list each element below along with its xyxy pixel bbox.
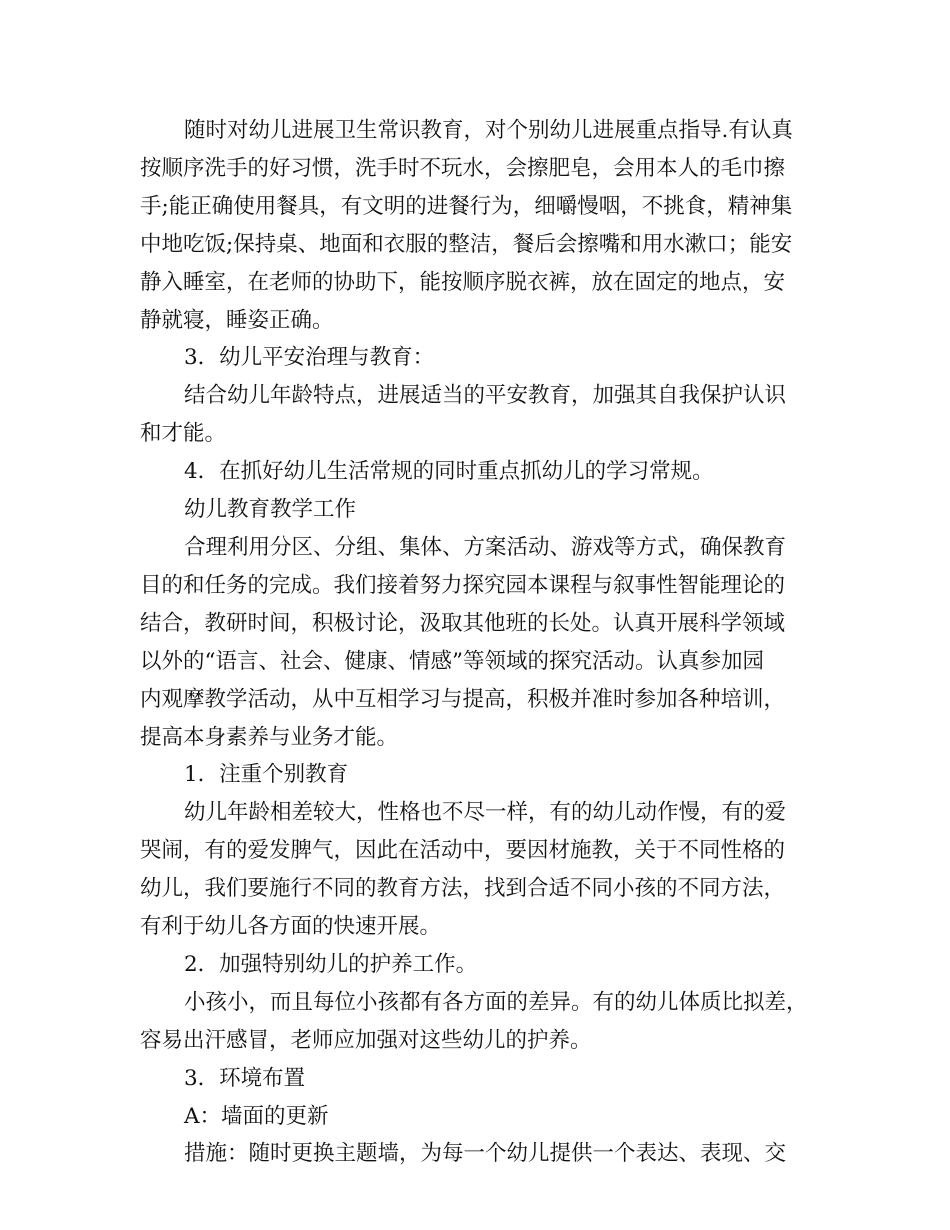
text-line: 提高本身素养与业务才能。 (140, 724, 399, 750)
text-line: 结合幼儿年龄特点，进展适当的平安教育，加强其自我保护认识 (184, 383, 787, 409)
text-line: 内观摩教学活动，从中互相学习与提高，积极并准时参加各种培训， (140, 686, 786, 712)
text-line: 3．环境布置 (184, 1065, 306, 1091)
text-line: A：墙面的更新 (184, 1103, 329, 1129)
text-line: 随时对幼儿进展卫生常识教育，对个别幼儿进展重点指导.有认真 (184, 118, 793, 143)
text-line: 幼儿教育教学工作 (184, 497, 357, 523)
text-line: 目的和任务的完成。我们接着努力探究园本课程与叙事性智能理论的 (140, 572, 786, 598)
text-line: 合理利用分区、分组、集体、方案活动、游戏等方式，确保教育 (184, 534, 787, 560)
text-line: 措施：随时更换主题墙，为每一个幼儿提供一个表达、表现、交 (184, 1141, 787, 1167)
text-line: 3．幼儿平安治理与教育： (184, 345, 435, 371)
text-line: 1．注重个别教育 (184, 762, 349, 788)
text-line: 哭闹，有的爱发脾气，因此在活动中，要因材施教，关于不同性格的 (140, 838, 786, 864)
text-line: 4．在抓好幼儿生活常规的同时重点抓幼儿的学习常规。 (184, 459, 714, 485)
text-line: 幼儿，我们要施行不同的教育方法，找到合适不同小孩的不同方法， (140, 876, 786, 902)
text-line: 容易出汗感冒，老师应加强对这些幼儿的护养。 (140, 1027, 592, 1053)
document-body (140, 112, 815, 1173)
text-line: 有利于幼儿各方面的快速开展。 (140, 914, 442, 940)
text-line: 中地吃饭;保持桌、地面和衣服的整洁，餐后会擦嘴和用水漱口；能安 (140, 231, 793, 257)
text-line: 静入睡室，在老师的协助下，能按顺序脱衣裤，放在固定的地点，安 (140, 269, 786, 295)
text-line: 手;能正确使用餐具，有文明的进餐行为，细嚼慢咽，不挑食，精神集 (140, 193, 793, 219)
text-line: 结合，教研时间，积极讨论，汲取其他班的长处。认真开展科学领域 (140, 610, 786, 636)
text-line: 静就寝，睡姿正确。 (140, 307, 334, 333)
text-line: 以外的“语言、社会、健康、情感”等领域的探究活动。认真参加园 (140, 648, 764, 674)
text-line: 和才能。 (140, 421, 227, 447)
text-line: 幼儿年龄相差较大，性格也不尽一样，有的幼儿动作慢，有的爱 (184, 800, 787, 826)
text-line: 2．加强特别幼儿的护养工作。 (184, 951, 478, 977)
text-line: 按顺序洗手的好习惯，洗手时不玩水，会擦肥皂，会用本人的毛巾擦 (140, 155, 786, 181)
text-line: 小孩小，而且每位小孩都有各方面的差异。有的幼儿体质比拟差， (184, 989, 808, 1015)
